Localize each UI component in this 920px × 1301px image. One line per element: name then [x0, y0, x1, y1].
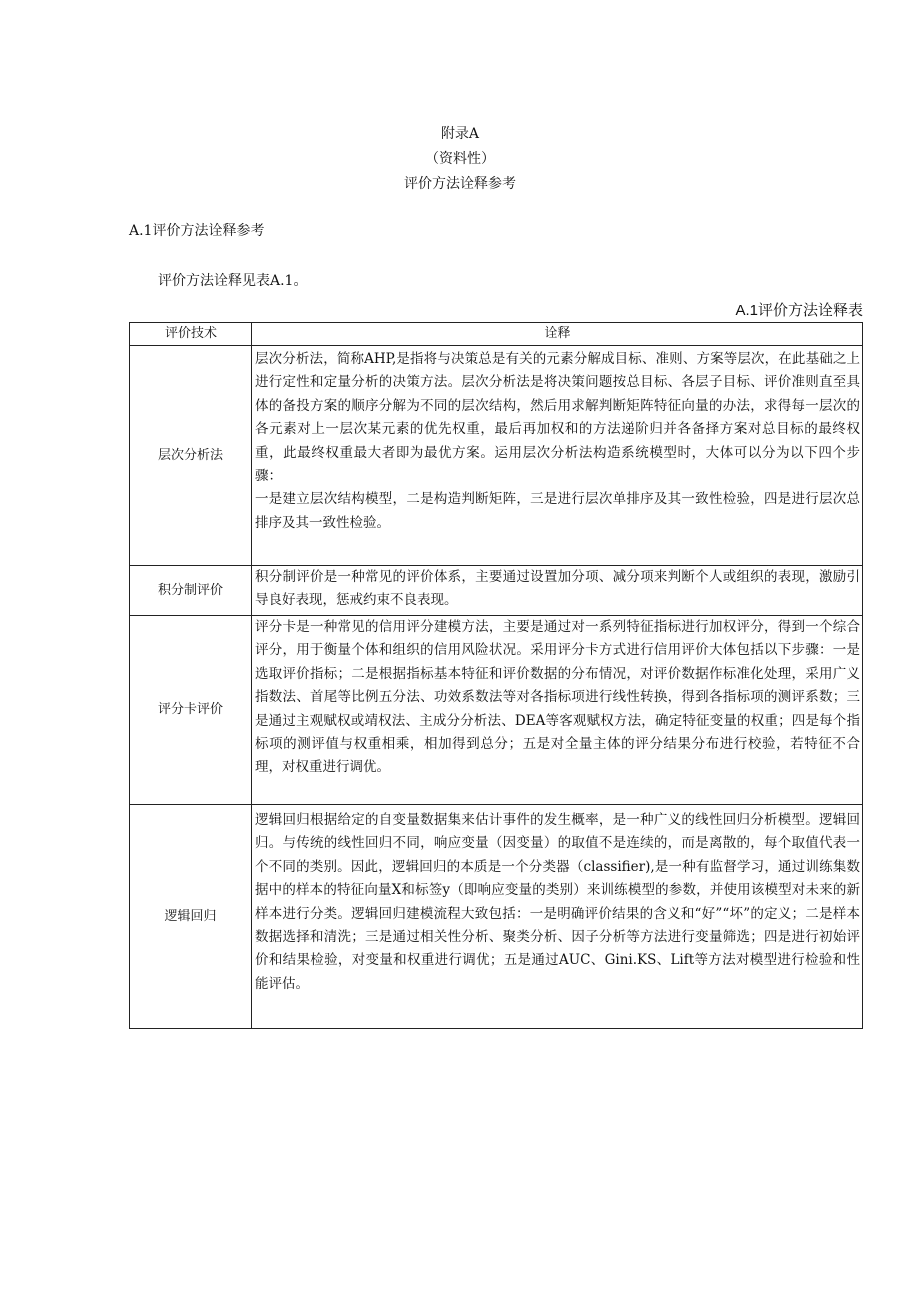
- technique-cell: 评分卡评价: [130, 616, 252, 805]
- table-row: [130, 616, 863, 805]
- description-text: 层次分析法，简称AHP,是指将与决策总是有关的元素分解成目标、准则、方案等层次，在此基础之上进行定性和定量分析的决策方法。层次分析法是将决策问题按总目标、各层子目标、评价准则直至具体的备投方案的顺序分解为不同的层次结构，然后用求解判断矩阵特征向量的办法，求得每一层次的各元素对上一层次某元素的优先权重，最后再加权和的方法递阶归并各备择方案对总目标的最终权重，此最终权重最大者即为最优方案。运用层次分析法构造系统模型时，大体可以分为以下四个步骤：: [255, 351, 860, 485]
- description-cell: [252, 346, 863, 566]
- section-heading: A.1评价方法诠释参考: [129, 223, 265, 239]
- appendix-type: （资料性）: [425, 151, 495, 167]
- technique-cell: 积分制评价: [130, 566, 252, 616]
- table-header-row: [130, 323, 863, 346]
- evaluation-methods-table: [129, 322, 863, 1029]
- table-caption: A.1评价方法诠释表: [735, 302, 863, 319]
- table-row: [130, 566, 863, 616]
- description-cell: 逻辑回归根据给定的自变量数据集来估计事件的发生概率，是一种广义的线性回归分析模型。逻辑回归。与传统的线性回归不同，响应变量（因变量）的取值不是连续的，而是离散的，每个取值代表一个不同的类别。因此，逻辑回归的本质是一个分类器（classifier),是一种有监督学习，通过训练集数据中的样本的特征向量X和标签y（即响应变量的类别）来训练模型的参数，并使用该模型对未来的新样本进行分类。逻辑回归建模流程大致包括：一是明确评价结果的含义和“好”“坏”的定义；二是样本数据选择和清洗；三是通过相关性分析、聚类分析、因子分析等方法进行变量筛选；四是进行初始评价和结果检验，对变量和权重进行调优；五是通过AUC、Gini.KS、Lift等方法对模型进行检验和性能评估。: [252, 805, 863, 1029]
- description-cell: 积分制评价是一种常见的评价体系，主要通过设置加分项、减分项来判断个人或组织的表现，激励引导良好表现，惩戒约束不良表现。: [252, 566, 863, 616]
- appendix-title: 附录A: [440, 126, 480, 142]
- table-row: [130, 805, 863, 1029]
- description-cell: 评分卡是一种常见的信用评分建模方法，主要是通过对一系列特征指标进行加权评分，得到一个综合评分，用于衡量个体和组织的信用风险状况。采用评分卡方式进行信用评价大体包括以下步骤：一是选取评价指标；二是根据指标基本特征和评价数据的分布情况，对评价数据作标准化处理，采用广义指数法、首尾等比例五分法、功效系数法等对各指标项进行线性转换，得到各指标项的测评系数；三是通过主观赋权或靖权法、主成分分析法、DEA等客观赋权方法，确定特征变量的权重；四是每个指标项的测评值与权重相乘，相加得到总分；五是对全量主体的评分结果分布进行校验，若特征不合理，对权重进行调优。: [252, 616, 863, 805]
- intro-paragraph: 评价方法诠释见表A.1。: [158, 273, 308, 289]
- header-description: 诠释: [252, 323, 863, 346]
- header-technique: 评价技术: [130, 323, 252, 346]
- technique-cell: 层次分析法: [130, 346, 252, 566]
- description-text-steps: 一是建立层次结构模型，二是构造判断矩阵，三是进行层次单排序及其一致性检验，四是进行层次总排序及其一致性检验。: [255, 491, 860, 531]
- technique-cell: 逻辑回归: [130, 805, 252, 1029]
- table-row: [130, 346, 863, 566]
- appendix-subtitle: 评价方法诠释参考: [404, 176, 516, 192]
